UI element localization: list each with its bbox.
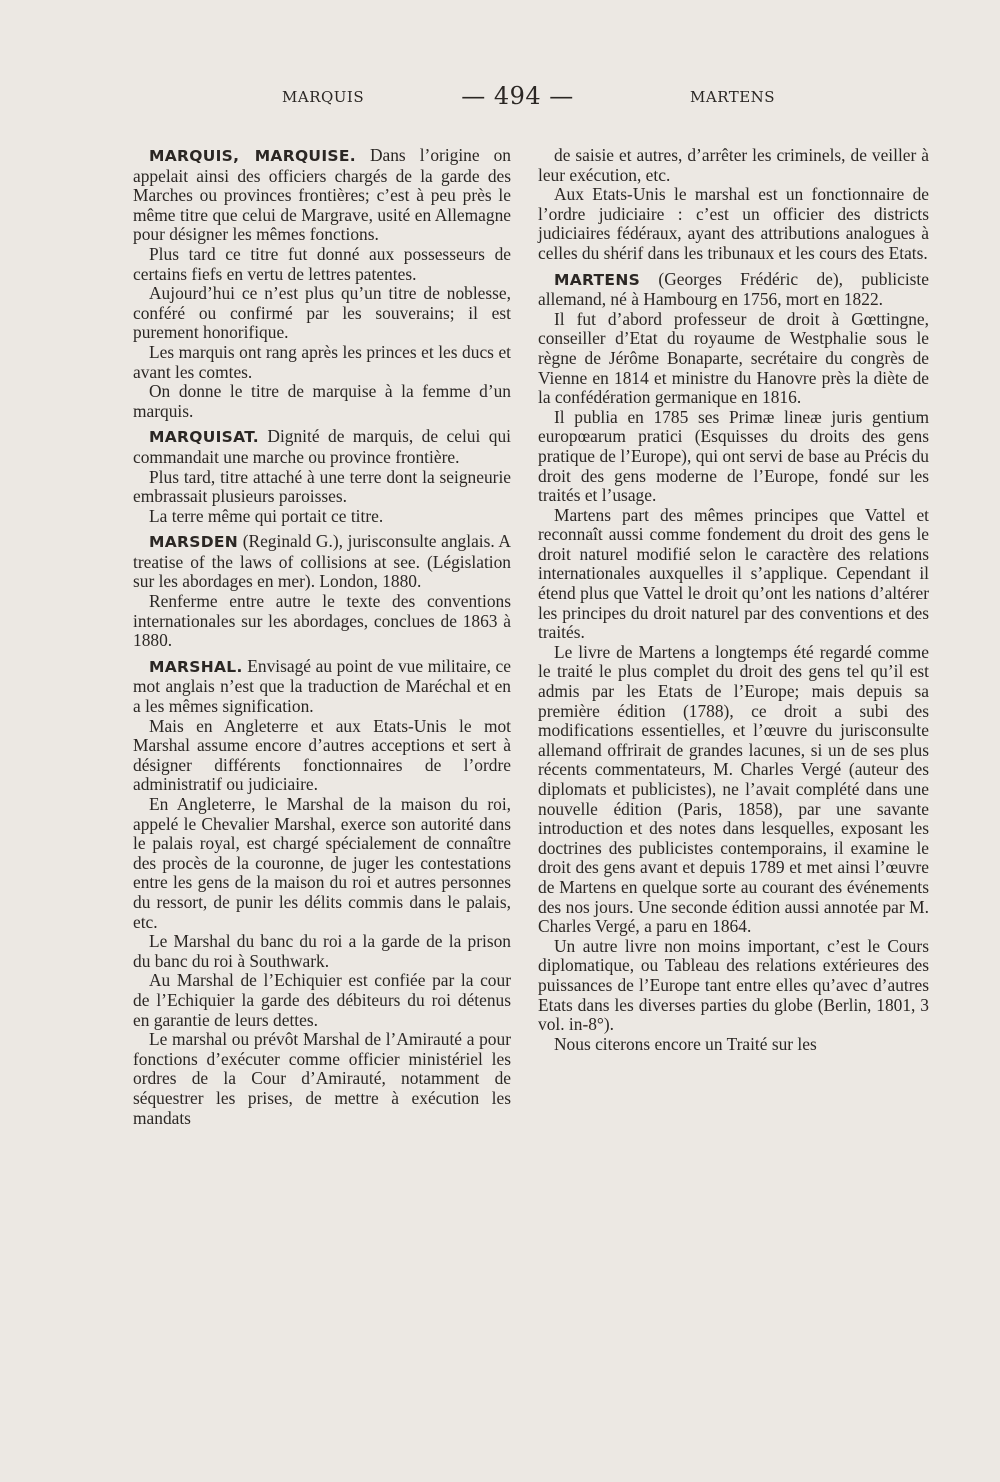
- paragraph-text: (Georges Frédéric de), publiciste allemand, né à Hambourg en 1756, mort en 1822.: [538, 268, 929, 310]
- left-column: [133, 146, 511, 1128]
- paragraph-text: Plus tard, titre attaché à une terre dont la seigneurie embrassait plusieurs paroisses.: [133, 466, 511, 507]
- paragraph: [538, 937, 929, 1035]
- paragraph: [538, 185, 929, 263]
- paragraph-text: de saisie et autres, d’arrêter les criminels, de veiller à leur exécution, etc.: [538, 145, 929, 185]
- entry-headword: MARQUIS, MARQUISE.: [149, 147, 356, 165]
- paragraph: [538, 1035, 929, 1055]
- paragraph: [133, 717, 511, 795]
- paragraph: [133, 795, 511, 932]
- paragraph: [538, 146, 929, 185]
- dictionary-entry: [133, 532, 511, 592]
- paragraph-text: Mais en Angleterre et aux Etats-Unis le mot Marshal assume encore d’autres acceptions et sert à désigner différents fonctionnaires de l’ordre administratif ou judiciaire.: [133, 715, 511, 795]
- paragraph-text: Les marquis ont rang après les princes et les ducs et avant les comtes.: [133, 341, 511, 382]
- paragraph-text: Il publia en 1785 ses Primæ lineæ juris gentium europœarum pratici (Esquisses du droits des gens pratique de l’Europe), qui ont servi de base au Précis du droit des gens moderne de l’Europe, fondé sur les traités et l’usage.: [538, 406, 929, 506]
- entry-headword: MARSDEN: [149, 533, 239, 552]
- paragraph-text: Le Marshal du banc du roi a la garde de la prison du banc du roi à Southwark.: [133, 931, 511, 971]
- dictionary-entry: [133, 427, 511, 467]
- page-number: — 494 —: [461, 82, 574, 110]
- paragraph-text: Au Marshal de l’Echiquier est confiée par la cour de l’Echiquier la garde des débiteurs du roi détenus en garantie de leurs dettes.: [133, 970, 511, 1030]
- dictionary-entry: [133, 146, 511, 245]
- paragraph-text: Aux Etats-Unis le marshal est un fonctionnaire de l’ordre judiciaire : c’est un officier des districts judiciaires fédéraux, ayant des attributions analogues à celles du shérif dans les tribunaux et les cours des Etats.: [538, 184, 929, 263]
- paragraph: [133, 932, 511, 971]
- running-header-left: MARQUIS: [282, 88, 365, 106]
- paragraph: [133, 343, 511, 382]
- paragraph-text: En Angleterre, le Marshal de la maison du roi, appelé le Chevalier Marshal, exerce son autorité dans le palais royal, est chargé spécialement de connaître des procès de la couronne, de juger les contestations entre les gens de la maison du roi et autres personnes du ressort, de punir les délits commis dans le palais, etc.: [133, 794, 511, 932]
- paragraph-text: Renferme entre autre le texte des conventions internationales sur les abordages, conclues de 1863 à 1880.: [133, 591, 511, 651]
- running-header-right: MARTENS: [690, 88, 776, 106]
- paragraph: [133, 382, 511, 421]
- paragraph: [133, 1030, 511, 1128]
- paragraph-text: Dans l’origine on appelait ainsi des officiers chargés de la garde des Marches ou provinces frontières; c’est à peu près le même titre que celui de Margrave, usité en Allemagne pour désigner les mêmes fonctions.: [133, 145, 511, 245]
- paragraph-text: Envisagé au point de vue militaire, ce mot anglais n’est que la traduction de Maréchal et en a les mêmes signification.: [133, 655, 511, 717]
- paragraph: [133, 971, 511, 1030]
- paragraph: [133, 507, 511, 527]
- right-column: [538, 146, 929, 1054]
- paragraph: [133, 592, 511, 651]
- dictionary-entry: [133, 657, 511, 717]
- paragraph-text: (Reginald G.), jurisconsulte anglais. A treatise of the laws of collisions at see. (Législation sur les abordages en mer). London, 1880.: [133, 531, 511, 592]
- paragraph-text: Il fut d’abord professeur de droit à Gœttingne, conseiller d’Etat du royaume de Westphalie sous le règne de Jérôme Bonaparte, secrétaire du congrès de Vienne en 1814 et ministre du Hanovre près la diète de la confédération germanique en 1816.: [538, 308, 929, 408]
- paragraph-text: On donne le titre de marquise à la femme d’un marquis.: [133, 381, 511, 421]
- paragraph-text: Aujourd’hui ce n’est plus qu’un titre de noblesse, conféré ou confirmé par les souverains; il est purement honorifique.: [133, 283, 511, 343]
- paragraph-text: Nous citerons encore un Traité sur les: [554, 1033, 817, 1054]
- paragraph: [133, 468, 511, 507]
- paragraph-text: Martens part des mêmes principes que Vattel et reconnaît aussi comme fondement du droit des gens le droit naturel modifié selon le caractère des relations internationales auxquelles il s’applique. Cependant il étend plus que Vattel le droit qu’ont les nations d’altérer les principes du droit naturel par des conventions et des traités.: [538, 504, 929, 643]
- paragraph: [538, 506, 929, 643]
- paragraph: [538, 643, 929, 937]
- paragraph: [538, 408, 929, 506]
- dictionary-entry: [538, 270, 929, 310]
- paragraph-text: Plus tard ce titre fut donné aux possesseurs de certains fiefs en vertu de lettres patentes.: [133, 243, 511, 284]
- paragraph: [133, 284, 511, 343]
- paragraph-text: Le livre de Martens a longtemps été regardé comme le traité le plus complet du droit des gens tel qu’il est admis par les Etats de l’Europe; mais depuis sa première édition (1788), ce droit a subi des modifications essentielles, et l’œuvre du jurisconsulte allemand offrirait de grandes lacunes, si un de ses plus récents commentateurs, M. Charles Vergé (auteur des diplomats et publicistes), ne l’avait complété dans une nouvelle édition (Paris, 1858), par une savante introduction et des notes dans lesquelles, exposant les doctrines des publicistes contemporains, il examine le droit des gens avant et depuis 1789 et met ainsi l’œuvre de Martens en quelque sorte au courant des événements des nos jours. Une seconde édition aussi annotée par M. Charles Vergé, a paru en 1864.: [538, 641, 929, 937]
- paragraph-text: Un autre livre non moins important, c’est le Cours diplomatique, ou Tableau des relations extérieures des puissances de l’Europe tant entre elles qu’avec d’autres Etats dans les diverses parties du globe (Berlin, 1801, 3 vol. in-8°).: [538, 935, 929, 1035]
- paragraph: [133, 245, 511, 284]
- paragraph-text: Le marshal ou prévôt Marshal de l’Amirauté a pour fonctions d’exécuter comme officier ministériel les ordres de la Cour d’Amirauté, notamment de séquestrer les prises, de mettre à exécution les mandats: [133, 1029, 511, 1128]
- entry-headword: MARSHAL.: [149, 657, 243, 676]
- paragraph: [538, 310, 929, 408]
- paragraph-text: Dignité de marquis, de celui qui commandait une marche ou province frontière.: [133, 426, 511, 467]
- entry-headword: MARQUISAT.: [149, 428, 259, 447]
- paragraph-text: La terre même qui portait ce titre.: [149, 505, 384, 526]
- entry-headword: MARTENS: [554, 270, 641, 289]
